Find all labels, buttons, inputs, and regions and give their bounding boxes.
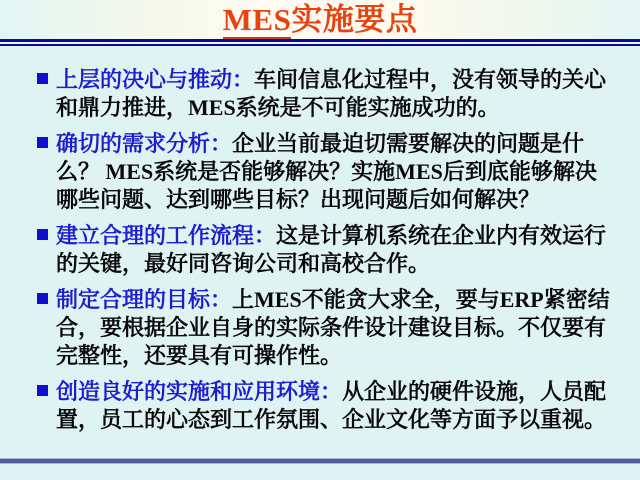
bullet-heading: 上层的决心与推动： xyxy=(56,67,255,92)
bullet-body-text: 这是计算机系统在企业内有效运行的关键，最好同咨询公司和高校合作。 xyxy=(56,223,607,276)
title-rest: 实施要点 xyxy=(291,2,418,37)
title-mes-underlined: MES xyxy=(223,2,292,40)
bullet-body-text: 上MES不能贪大求全，要与ERP紧密结合，要根据企业自身的实际条件设计建设目标。不仅要有完整性，还要具有可操作性。 xyxy=(56,287,610,368)
footer-divider xyxy=(0,458,640,464)
list-item xyxy=(56,378,612,434)
bullet-square-icon xyxy=(37,73,48,84)
list-item xyxy=(56,66,612,122)
bullet-body-text: 从企业的硬件设施，人员配置，员工的心态到工作氛围、企业文化等方面予以重视。 xyxy=(56,379,607,432)
bullet-square-icon xyxy=(37,385,48,396)
footer-divider-bottom-edge xyxy=(0,463,640,464)
bullet-body-text: 车间信息化过程中，没有领导的关心和鼎力推进，MES系统是不可能实施成功的。 xyxy=(56,67,607,120)
bullet-square-icon xyxy=(37,229,48,240)
title-bar xyxy=(0,0,640,39)
bullet-heading: 确切的需求分析： xyxy=(56,131,233,156)
slide-body xyxy=(0,46,640,458)
list-item xyxy=(56,222,612,278)
bullet-square-icon xyxy=(37,137,48,148)
page-title xyxy=(223,3,418,36)
list-item xyxy=(56,286,612,370)
bullet-heading: 建立合理的工作流程： xyxy=(56,223,277,248)
bullet-square-icon xyxy=(37,293,48,304)
bullet-heading: 创造良好的实施和应用环境： xyxy=(56,379,343,404)
bullet-list xyxy=(56,66,612,434)
header-divider xyxy=(0,39,640,46)
bullet-body-text: 企业当前最迫切需要解决的问题是什么？ MES系统是否能够解决？实施MES后到底能够解决哪些问题、达到哪些目标？出现问题后如何解决？ xyxy=(56,131,597,212)
bullet-heading: 制定合理的目标： xyxy=(56,287,233,312)
list-item xyxy=(56,130,612,214)
